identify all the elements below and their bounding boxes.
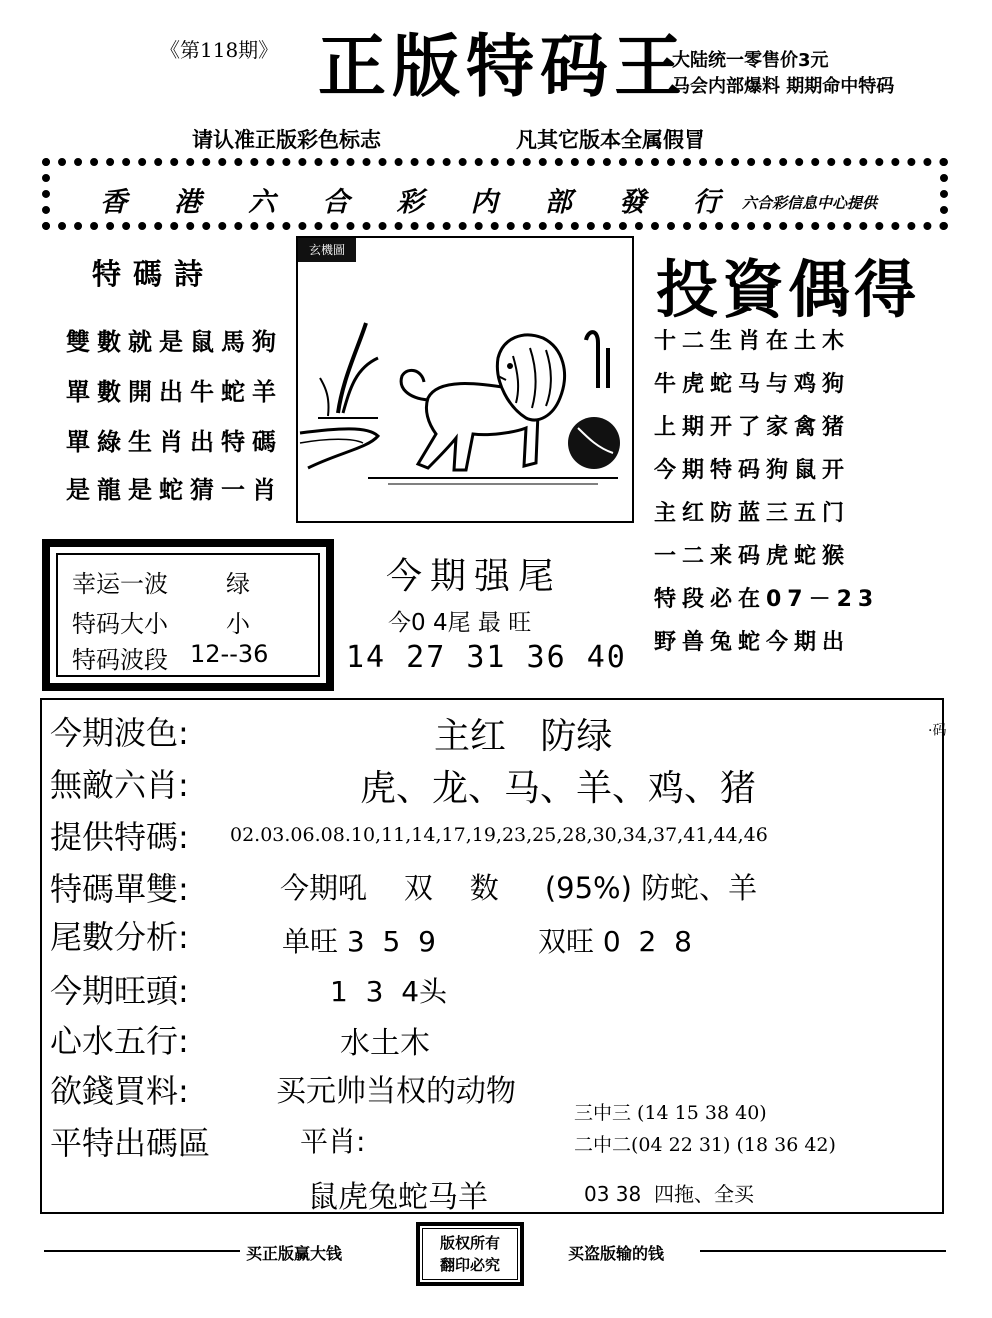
tagline-text: 马会内部爆料 期期命中特码	[672, 76, 895, 97]
tail-title: 今期强尾	[386, 556, 563, 597]
notice-right: 凡其它版本全属假冒	[516, 128, 705, 152]
notice-left: 请认准正版彩色标志	[192, 128, 381, 152]
invest-line: 野兽兔蛇今期出	[654, 630, 851, 655]
odd-even-value: 今期吼 双 数 (95%) 防蛇、羊	[280, 871, 758, 905]
lucky-wave-value: 绿	[226, 570, 250, 598]
codes-value: 02.03.06.08.10,11,14,17,19,23,25,28,30,34,37,41,44,46	[230, 824, 768, 846]
lucky-range-label: 特码波段	[72, 646, 168, 674]
elements-label: 心水五行:	[50, 1022, 189, 1060]
poem-line: 雙數就是鼠馬狗	[66, 328, 283, 356]
invest-line: 十二生肖在土木	[654, 329, 851, 354]
issuer-char: 部	[544, 187, 572, 218]
issuer-char: 合	[322, 187, 350, 218]
flat-sub-label: 平肖:	[300, 1125, 366, 1158]
lion-illustration	[296, 236, 634, 523]
copyright-line-1: 版权所有	[439, 1234, 500, 1252]
tails-single: 单旺 3 5 9	[282, 925, 436, 958]
invest-line: 今期特码狗鼠开	[654, 458, 851, 483]
footer-rule-left	[44, 1250, 240, 1252]
poem-line: 單綠生肖出特碼	[66, 428, 283, 456]
invest-title: 投資偶得	[656, 253, 921, 326]
issue-number: 《第118期》	[160, 38, 279, 62]
copyright-line-2: 翻印必究	[439, 1256, 500, 1274]
side-mark: ·码	[928, 723, 947, 739]
issuer-char: 香	[100, 187, 127, 218]
issuer-char: 六	[248, 187, 276, 218]
six-zodiac-label: 無敵六肖:	[50, 766, 189, 804]
invest-line: 上期开了家禽猪	[654, 415, 851, 440]
poem-line: 是龍是蛇猜一肖	[66, 476, 283, 504]
price-text: 大陆统一零售价3元	[672, 50, 829, 71]
issuer-char: 發	[618, 187, 646, 218]
provider-text: 六合彩信息中心提供	[742, 194, 878, 212]
tails-double: 双旺 0 2 8	[538, 925, 692, 958]
poem-title: 特碼詩	[92, 257, 216, 291]
invest-line: 主红防蓝三五门	[654, 501, 851, 526]
heads-value: 1 3 4头	[330, 975, 448, 1008]
money-value: 买元帅当权的动物	[276, 1074, 516, 1109]
footer-right-text: 买盗版输的钱	[568, 1244, 665, 1263]
six-zodiac-value: 虎、龙、马、羊、鸡、猪	[360, 768, 757, 809]
invest-line: 牛虎蛇马与鸡狗	[654, 372, 851, 397]
lucky-size-label: 特码大小	[72, 610, 168, 638]
issuer-text	[100, 180, 720, 219]
issuer-char: 彩	[396, 187, 424, 218]
flat-animals: 鼠虎兔蛇马羊	[308, 1180, 488, 1215]
page-title: 正版特码王	[318, 28, 689, 107]
flat-label: 平特出碼區	[50, 1124, 211, 1162]
wave-label: 今期波色:	[50, 714, 189, 752]
issuer-char: 行	[693, 187, 720, 218]
lucky-size-value: 小	[226, 610, 250, 638]
invest-line: 特段必在07－23	[654, 587, 880, 612]
three-of-three: 三中三 (14 15 38 40)	[574, 1102, 767, 1124]
odd-even-label: 特碼單雙:	[50, 870, 189, 908]
issuer-char: 内	[470, 187, 498, 218]
tail-sub: 今0 4尾 最 旺	[388, 610, 532, 636]
lucky-wave-label: 幸运一波	[72, 570, 168, 598]
heads-label: 今期旺頭:	[50, 972, 189, 1010]
footer-left-text: 买正版赢大钱	[246, 1244, 343, 1263]
poem-line: 單數開出牛蛇羊	[66, 378, 283, 406]
money-label: 欲錢買料:	[50, 1072, 189, 1110]
elements-value: 水土木	[340, 1026, 430, 1061]
issuer-char: 港	[174, 187, 202, 218]
invest-line: 一二来码虎蛇猴	[654, 544, 851, 569]
four-tow: 03 38 四拖、全买	[584, 1182, 754, 1206]
tails-label: 尾數分析:	[50, 918, 189, 956]
picture-seal: 玄機圖	[298, 238, 356, 262]
codes-label: 提供特碼:	[50, 818, 189, 856]
tail-numbers: 14 27 31 36 40	[346, 640, 627, 675]
wave-value: 主红 防绿	[434, 716, 613, 757]
two-of-two: 二中二(04 22 31) (18 36 42)	[574, 1134, 836, 1156]
footer-rule-right	[700, 1250, 946, 1252]
lucky-range-value: 12--36	[190, 640, 269, 668]
copyright-text	[422, 1228, 518, 1280]
lion-drawing	[298, 238, 632, 521]
